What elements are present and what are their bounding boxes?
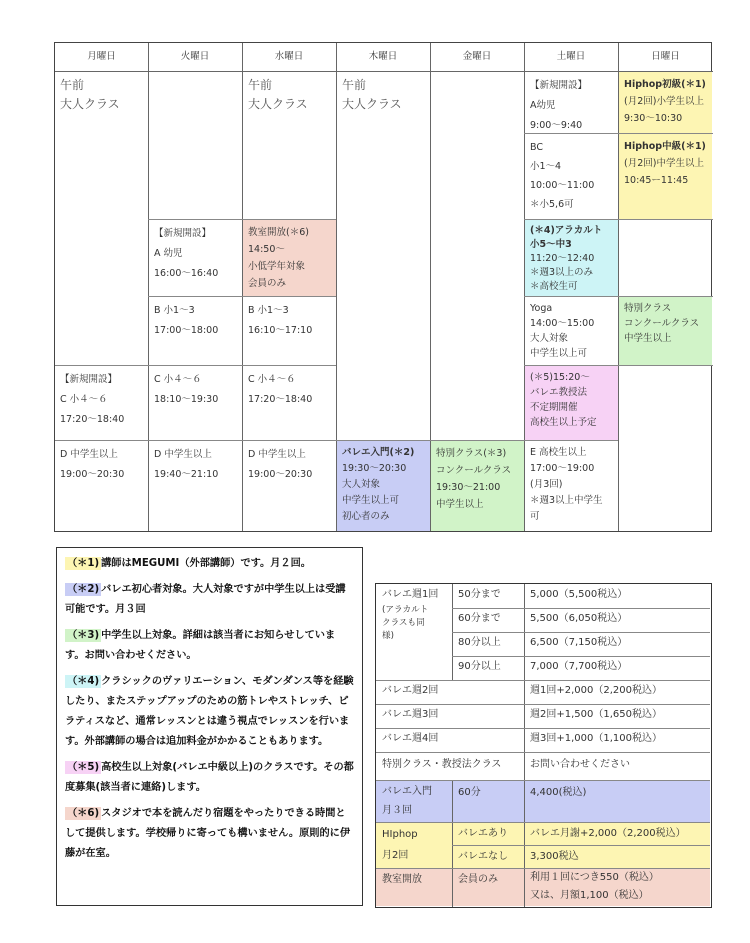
- price-intro-duration: 60分: [458, 787, 481, 798]
- price-open-cond: 会員のみ: [458, 874, 498, 885]
- price-table: [375, 583, 712, 908]
- mon-morning-class: 午前 大人クラス: [60, 78, 120, 111]
- wed-class-c: C 小４〜６ 17:20〜18:40: [248, 374, 313, 405]
- wed-class-d: D 中学生以上 19:00〜20:30: [248, 449, 313, 480]
- thu-ballet-intro: バレエ入門(＊2) 19:30〜20:30 大人対象 中学生以上可 初心者のみ: [337, 441, 430, 531]
- header-sun: 日曜日: [618, 43, 713, 72]
- price-intro: 4,400(税込): [530, 787, 587, 798]
- sun-hiphop-beginner: Hiphop初級(＊1) (月2回)小学生以上 9:30〜10:30: [619, 72, 712, 133]
- duration-90: 90分以上: [458, 661, 501, 672]
- price-weekly3: 週2回+1,500（1,650税込）: [530, 709, 662, 720]
- header-fri: 金曜日: [430, 43, 524, 72]
- duration-60: 60分まで: [458, 613, 501, 624]
- hiphop-without-ballet-price: 3,300税込: [530, 851, 579, 862]
- sat-class-e: E 高校生以上 17:00〜19:00 (月3回) ＊週3以上中学生 可: [530, 447, 603, 522]
- price-hiphop-label: HIphop 月2回: [382, 829, 418, 861]
- header-sat: 土曜日: [524, 43, 618, 72]
- price-weekly3-label: バレエ週3回: [382, 709, 439, 720]
- sun-hiphop-intermediate: Hiphop中級(＊1) (月2回)中学生以上 10:45ー11:45: [619, 134, 712, 219]
- sun-special-class: 特別クラス コンクールクラス 中学生以上: [619, 297, 712, 365]
- mon-class-d: D 中学生以上 19:00〜20:30: [60, 449, 125, 480]
- price-special: お問い合わせください: [530, 759, 630, 770]
- sat-class-bc: BC 小1〜4 10:00〜11:00 ＊小5,6可: [530, 142, 595, 210]
- price-weekly2-label: バレエ週2回: [382, 685, 439, 696]
- sat-alacarte-class: (＊4)アラカルト 小5〜中3 11:20〜12:40 ＊週3以上のみ ＊高校生可: [525, 220, 618, 296]
- price-open-label: 教室開放: [382, 874, 422, 885]
- note-3: （＊3) 中学生以上対象。詳細は該当者にお知らせしています。お問い合わせください。: [65, 630, 336, 661]
- price-90: 7,000（7,700税込）: [530, 661, 628, 672]
- price-weekly4-label: バレエ週4回: [382, 733, 439, 744]
- wed-class-b: B 小1〜3 16:10〜17:10: [248, 305, 313, 336]
- price-weekly4: 週3回+1,000（1,100税込）: [530, 733, 662, 744]
- header-tue: 火曜日: [148, 43, 242, 72]
- sat-yoga-class: Yoga 14:00〜15:00 大人対象 中学生以上可: [530, 303, 595, 359]
- tue-class-d: D 中学生以上 19:40〜21:10: [154, 449, 219, 480]
- tue-class-b: B 小1〜3 17:00〜18:00: [154, 305, 219, 336]
- note-5: （＊5) 高校生以上対象(バレエ中級以上)のクラスです。その都度募集(該当者に連絡)します。: [65, 762, 354, 793]
- note-6: （＊6) スタジオで本を読んだり宿題をやったりできる時間として提供します。学校帰りに寄っても構いません。原則的に伊藤が在室。: [65, 808, 351, 859]
- sat-teaching-method-class: (＊5)15:20〜 バレエ教授法 不定期開催 高校生以上予定: [525, 366, 618, 440]
- price-weekly2: 週1回+2,000（2,200税込）: [530, 685, 662, 696]
- header-thu: 木曜日: [336, 43, 430, 72]
- header-wed: 水曜日: [242, 43, 336, 72]
- price-weekly1-label: バレエ週1回: [382, 589, 439, 600]
- price-60: 5,500（6,050税込）: [530, 613, 628, 624]
- price-open: 利用１回につき550（税込） 又は、月額1,100（税込）: [530, 872, 659, 901]
- hiphop-without-ballet: バレエなし: [458, 851, 508, 862]
- header-mon: 月曜日: [55, 43, 148, 72]
- price-weekly1-note: (アラカルト クラスも同 様): [382, 605, 429, 641]
- sat-class-a: 【新規開設】 A幼児 9:00〜9:40: [530, 80, 588, 131]
- mon-class-c: 【新規開設】 C 小４〜６ 17:20〜18:40: [60, 374, 125, 425]
- note-2: （＊2) バレエ初心者対象。大人対象ですが中学生以上は受講可能です。月３回: [65, 584, 346, 615]
- fri-special-class: 特別クラス(＊3) コンクールクラス 19:30〜21:00 中学生以上: [431, 441, 524, 531]
- duration-50: 50分まで: [458, 589, 501, 600]
- price-special-label: 特別クラス・教授法クラス: [382, 759, 502, 770]
- tue-class-c: C 小４〜６ 18:10〜19:30: [154, 374, 219, 405]
- note-1: （＊1) 講師はMEGUMI（外部講師）です。月２回。: [67, 558, 311, 569]
- hiphop-with-ballet: バレエあり: [458, 828, 508, 839]
- thu-morning-class: 午前 大人クラス: [342, 78, 402, 111]
- price-intro-label: バレエ入門 月３回: [382, 786, 432, 816]
- price-80: 6,500（7,150税込）: [530, 637, 628, 648]
- weekly-schedule-table: [54, 42, 712, 532]
- price-50: 5,000（5,500税込）: [530, 589, 628, 600]
- hiphop-with-ballet-price: バレエ月謝+2,000（2,200税込）: [530, 828, 686, 839]
- duration-80: 80分以上: [458, 637, 501, 648]
- wed-studio-open: 教室開放(＊6) 14:50〜 小低学年対象 会員のみ: [243, 220, 336, 296]
- tue-class-a: 【新規開設】 A 幼児 16:00〜16:40: [154, 228, 219, 279]
- wed-morning-class: 午前 大人クラス: [248, 78, 308, 111]
- footnotes-box: [56, 547, 363, 906]
- note-4: （＊4) クラシックのヴァリエーション、モダンダンス等を経験したり、またステップアップのための筋トレやストレッチ、ピラティスなど、通常レッスンとは違う視点でレッスンを行います。外部講師の場合は追加料金がかかることもあります。: [65, 676, 354, 747]
